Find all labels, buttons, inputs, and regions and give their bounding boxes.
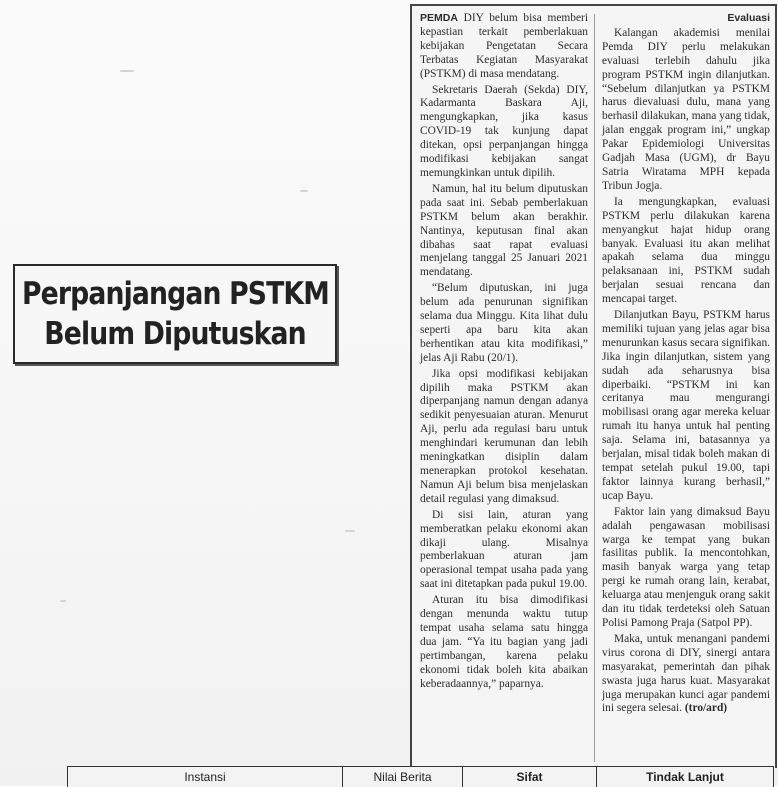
article-paragraph: “Belum diputuskan, ini juga belum ada penurunan signifikan selama dua Minggu. Kita lihat dulu seperti apa baru kita akan berhentikan atau kita modifikasi,” jelas Aji Rabu (20/1).	[420, 282, 588, 364]
article-column-right	[602, 12, 770, 718]
footer-table	[67, 766, 774, 787]
article-column-left	[420, 12, 588, 694]
article-paragraph: Kalangan akademisi menilai Pemda DIY perlu melakukan evaluasi terlebih dahulu jika program PSTKM ingin dilanjutkan. “Sebelum dilanjutkan ya PSTKM harus dievaluasi dulu, mana yang berhasil dilakukan, mana yang tidak, jalan enggak program ini,” ungkap Pakar Epidemiologi Universitas Gadjah Masa (UGM), dr Bayu Satria Wiratama MPH kepada Tribun Jogja.	[602, 26, 770, 192]
footer-cell-instansi: Instansi	[68, 767, 343, 787]
column-divider	[594, 14, 595, 762]
headline-box	[13, 264, 337, 364]
lead-word: PEMDA	[420, 12, 458, 24]
article-paragraph: Ia mengungkapkan, evaluasi PSTKM perlu dilakukan karena menyangkut hajat hidup orang banyak. Evaluasi itu akan melihat apakah selama dua minggu pelaksanaan ini, PSTKM sudah berjalan sesuai rencana dan mencapai target.	[602, 195, 770, 306]
footer-cell-nilai-berita: Nilai Berita	[343, 767, 463, 787]
paper-scuff	[120, 70, 134, 72]
article-body	[410, 4, 777, 768]
article-paragraph: Sekretaris Daerah (Sekda) DIY, Kadarmanta Baskara Aji, mengungkapkan, jika kasus COVID-19 tak kunjung dapat ditekan, opsi perpanjangan hingga modifikasi kebijakan sangat memungkinkan untuk dipilih.	[420, 83, 588, 179]
article-paragraph: Jika opsi modifikasi kebijakan dipilih maka PSTKM akan diperpanjang namun dengan adanya sedikit penyesuaian aturan. Menurut Aji, perlu ada regulasi baru untuk menghindari kerumunan dan lebih meningkatkan disiplin dalam menerapkan protokol kesehatan. Namun Aji belum bisa menjelaskan detail regulasi yang dimaksud.	[420, 367, 588, 505]
footer-cell-sifat: Sifat	[463, 767, 597, 787]
article-paragraph: Di sisi lain, aturan yang memberatkan pelaku ekonomi akan dikaji ulang. Misalnya pemberlakuan aturan jam operasional tempat usaha pada yang saat ini ditetapkan pada pukul 19.00.	[420, 508, 588, 591]
byline: (tro/ard)	[684, 702, 728, 715]
article-paragraph: Faktor lain yang dimaksud Bayu adalah pengawasan mobilisasi warga ke tempat yang bukan fasilitas publik. Ia mencontohkan, masih banyak warga yang tetap pergi ke rumah orang lain, kerabat, keluarga atau menjenguk orang sakit dan itu tidak terdeteksi oleh Satuan Polisi Pamong Praja (Satpol PP).	[602, 505, 770, 629]
article-paragraph: Aturan itu bisa dimodifikasi dengan menunda waktu tutup tempat usaha selama satu hingga dua jam. “Ya itu bagian yang jadi pertimbangan, karena pelaku ekonomi tidak boleh kita abaikan keberadaannya,” paparnya.	[420, 594, 588, 690]
article-paragraph: Dilanjutkan Bayu, PSTKM harus memiliki tujuan yang jelas agar bisa menurunkan kasus secara signifikan. Jika ingin dilanjutkan, sistem yang sudah ada seharusnya bisa diperbaiki. “PSTKM ini kan ceritanya mau mengurangi mobilisasi orang agar mereka keluar rumah itu hanya untuk hal penting saja. Selama ini, batasannya ya berjalan, misal tidak boleh makan di tempat setelah pukul 19.00, tapi faktor lainnya kurang berhasil,” ucap Bayu.	[602, 309, 770, 502]
section-title: Evaluasi	[727, 12, 770, 24]
article-paragraph	[602, 633, 770, 716]
paper-scuff	[300, 190, 308, 192]
headline-line-1: Perpanjangan PSTKM	[21, 276, 329, 312]
article-paragraph	[420, 12, 588, 82]
lead-text: DIY belum bisa memberi kepastian terkait pemberlakuan kebijakan Pengetatan Secara Terbatas Kegiatan Masyarakat (PSTKM) di masa mendatang.	[420, 12, 588, 80]
article-paragraph: Namun, hal itu belum diputuskan pada saat ini. Sebab pemberlakuan PSTKM belum akan berakhir. Nantinya, keputusan final akan dibahas saat rapat evaluasi menjelang tanggal 25 Januari 2021 mendatang.	[420, 182, 588, 279]
closing-text: Maka, untuk menangani pandemi virus corona di DIY, sinergi antara masyarakat, pemerintah dan pihak swasta juga harus kuat. Masyarakat juga merupakan kunci agar pandemi ini segera selesai.	[602, 632, 770, 715]
headline-line-2: Belum Diputuskan	[44, 316, 306, 352]
footer-cell-tindak-lanjut: Tindak Lanjut	[597, 767, 774, 787]
paper-scuff	[345, 530, 355, 532]
paper-scuff	[60, 600, 66, 602]
